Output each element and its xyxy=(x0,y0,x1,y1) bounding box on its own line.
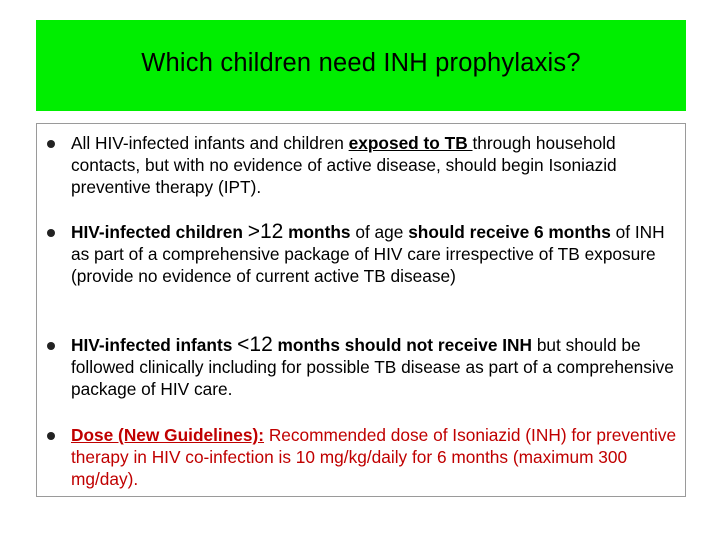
bullet-dot-icon xyxy=(47,229,55,237)
bullet-text xyxy=(71,221,677,287)
bullet-item-over-12-months xyxy=(47,221,677,287)
bullet-dot-icon xyxy=(47,140,55,148)
slide-title: Which children need INH prophylaxis? xyxy=(141,49,581,77)
bullet-text-run: but should be followed clinically including for possible TB disease as part of a comprehensive package of HIV care. xyxy=(71,335,674,399)
bullet-lead: HIV-infected infants xyxy=(71,335,238,355)
bullet-item-ipt-exposed xyxy=(47,132,677,198)
bullet-recommendation: should receive 6 months xyxy=(408,222,616,242)
bullet-text-run: All HIV-infected infants and children xyxy=(71,133,349,153)
bullet-item-dose-guidelines xyxy=(47,424,677,490)
bullet-text-run: of INH as part of a comprehensive package of HIV care irrespective of TB exposure (provide no evidence of current active TB disease) xyxy=(71,222,665,286)
dose-text: Recommended dose of Isoniazid (INH) for preventive therapy in HIV co-infection is 10 mg/kg/daily for 6 months (maximum 300 mg/day). xyxy=(71,425,677,489)
bullet-text-run: months xyxy=(283,222,356,242)
bullet-lead: HIV-infected children xyxy=(71,222,248,242)
bullet-dot-icon xyxy=(47,342,55,350)
bullet-item-under-12-months xyxy=(47,334,677,400)
title-banner xyxy=(36,20,686,111)
bullet-dot-icon xyxy=(47,432,55,440)
age-threshold: <12 xyxy=(237,333,273,356)
bullet-text xyxy=(71,334,677,400)
age-threshold: >12 xyxy=(247,220,284,243)
dose-heading: Dose (New Guidelines): xyxy=(71,425,265,445)
content-box xyxy=(36,123,686,497)
bullet-text xyxy=(71,132,677,198)
bullet-text xyxy=(71,424,677,490)
bullet-text-run: of age xyxy=(355,222,409,242)
bullet-recommendation: months should not receive INH xyxy=(272,335,537,355)
bullet-emphasis: exposed to TB xyxy=(348,133,473,153)
bullet-text-run: through household contacts, but with no evidence of active disease, should begin Isoniazid preventive therapy (IPT). xyxy=(71,133,617,197)
